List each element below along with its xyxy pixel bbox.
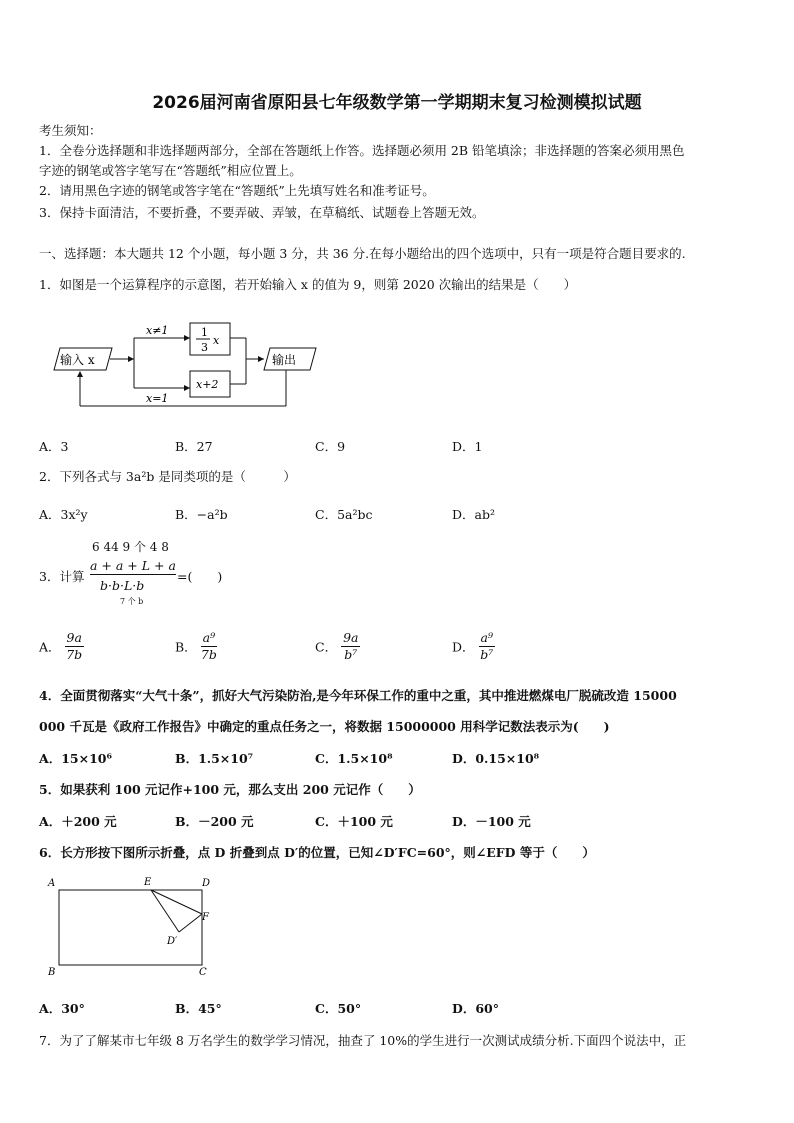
q3-option-c-num: 9a: [343, 630, 359, 645]
q3-denominator: b·b·L·b: [100, 578, 145, 593]
box-top-num: 1: [201, 326, 208, 339]
q1-option-d: D．1: [452, 439, 483, 454]
box-bottom-label: x+2: [196, 378, 219, 391]
q5-option-b: B．－200 元: [175, 814, 254, 829]
line-d-prime-f: [179, 914, 202, 932]
label-d: D: [202, 878, 211, 889]
flow-input-label: 输入 x: [60, 353, 95, 367]
flowchart-diagram: [50, 318, 330, 410]
box-top-den: 3: [201, 341, 208, 354]
q5-option-c: C．＋100 元: [315, 814, 393, 829]
question-6: 6．长方形按下图所示折叠，点 D 折叠到点 D′的位置，已知∠D′FC=60°，则∠EFD 等于（ ）: [39, 845, 595, 860]
q3-option-b: [175, 630, 217, 663]
q2-option-b: B．−a²b: [175, 507, 228, 522]
q3-option-d-label: D．: [452, 639, 475, 655]
label-c: C: [199, 967, 207, 978]
q3-option-d-den: b⁷: [480, 647, 494, 662]
question-1: 1．如图是一个运算程序的示意图，若开始输入 x 的值为 9，则第 2020 次输出的结果是（ ）: [39, 277, 577, 292]
rectangle-fold-diagram: [44, 874, 224, 978]
q5-option-d: D．－100 元: [452, 814, 531, 829]
question-7: 7．为了了解某市七年级 8 万名学生的数学学习情况，抽查了 10%的学生进行一次测试成绩分析.下面四个说法中，正: [39, 1033, 687, 1048]
question-4-cont: 000 千瓦是《政府工作报告》中确定的重点任务之一，将数据 15000000 用科学记数法表示为( ): [39, 719, 610, 734]
q3-option-c: [315, 630, 360, 663]
rect-abcd: [59, 890, 202, 965]
notice-item-1-cont: 字迹的钢笔或答字笔写在“答题纸”相应位置上。: [39, 163, 302, 178]
q1-option-b: B．27: [175, 439, 213, 454]
q3-garbled-sub: 7 个 b: [120, 597, 144, 606]
question-2: 2．下列各式与 3a²b 是同类项的是（ ）: [39, 469, 296, 484]
cond-bottom-label: x=1: [146, 392, 169, 405]
notice-item-1: 1．全卷分选择题和非选择题两部分，全部在答题纸上作答。选择题必须用 2B 铅笔填涂；非选择题的答案必须用黑色: [39, 143, 685, 158]
page-title: 2026届河南省原阳县七年级数学第一学期期末复习检测模拟试题: [152, 93, 642, 113]
label-f: F: [202, 912, 209, 923]
cond-top-label: x≠1: [146, 324, 169, 337]
q3-garbled-top: 6 44 9 个 4 8: [92, 540, 169, 554]
q4-option-b: B．1.5×10⁷: [175, 751, 254, 766]
label-d-prime: D′: [167, 936, 178, 947]
label-b: B: [48, 967, 56, 978]
q1-option-c: C．9: [315, 439, 346, 454]
q4-option-c: C．1.5×10⁸: [315, 751, 393, 766]
q4-option-d: D．0.15×10⁸: [452, 751, 540, 766]
question-3-suffix: =( ): [177, 569, 223, 584]
question-3-prefix: 3．计算: [39, 569, 85, 584]
q2-option-c: C．5a²bc: [315, 507, 373, 522]
q3-option-a-den: 7b: [66, 647, 83, 662]
notice-heading: 考生须知：: [39, 123, 102, 138]
q2-option-a: A．3x²y: [39, 507, 88, 522]
q3-option-a-label: A．: [39, 639, 61, 655]
q3-option-d-num: a⁹: [480, 630, 493, 645]
q3-option-b-label: B．: [175, 639, 197, 655]
q6-option-d: D．60°: [452, 1001, 499, 1016]
q3-option-b-den: 7b: [200, 647, 217, 662]
question-5: 5．如果获利 100 元记作+100 元，那么支出 200 元记作（ ）: [39, 782, 421, 797]
notice-item-3: 3．保持卡面清洁，不要折叠，不要弄破、弄皱，在草稿纸、试题卷上答题无效。: [39, 205, 485, 220]
notice-item-2: 2．请用黑色字迹的钢笔或答字笔在“答题纸”上先填写姓名和准考证号。: [39, 183, 435, 198]
flow-output-label: 输出: [272, 353, 297, 367]
q3-option-a: [39, 630, 84, 663]
q6-option-b: B．45°: [175, 1001, 222, 1016]
q3-option-b-num: a⁹: [202, 630, 216, 645]
section-heading: 一、选择题：本大题共 12 个小题，每小题 3 分，共 36 分.在每小题给出的四个选项中，只有一项是符合题目要求的.: [39, 246, 686, 261]
q3-option-c-label: C．: [315, 639, 338, 655]
q3-numerator: a + a + L + a: [90, 558, 176, 573]
q5-option-a: A．＋200 元: [39, 814, 117, 829]
question-4: 4．全面贯彻落实“大气十条”，抓好大气污染防治,是今年环保工作的重中之重，其中推进燃煤电厂脱硫改造 15000: [39, 688, 677, 703]
q1-option-a: A．3: [39, 439, 69, 454]
box-top-var: x: [213, 334, 220, 347]
q3-option-d: [452, 630, 495, 663]
q2-option-d: D．ab²: [452, 507, 495, 522]
q6-option-c: C．50°: [315, 1001, 362, 1016]
q6-option-a: A．30°: [39, 1001, 85, 1016]
q3-option-c-den: b⁷: [344, 647, 358, 662]
q4-option-a: A．15×10⁶: [39, 751, 112, 766]
q3-option-a-num: 9a: [66, 630, 82, 645]
label-a: A: [48, 878, 56, 889]
label-e: E: [144, 877, 152, 888]
